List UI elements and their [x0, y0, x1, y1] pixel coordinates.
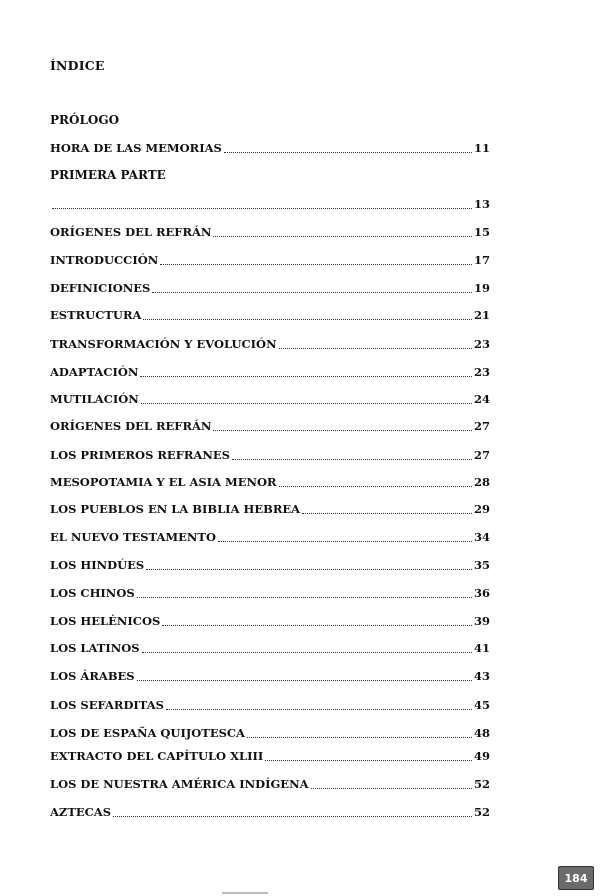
dot-leader [279, 485, 472, 487]
dot-leader [146, 568, 472, 570]
toc-entry [50, 280, 490, 296]
dot-leader [279, 347, 472, 349]
dot-leader [113, 815, 472, 817]
toc-entry-page: 11 [473, 141, 490, 155]
toc-entry-label: LOS PRIMEROS REFRANES [50, 448, 230, 462]
toc-entry-label: LOS SEFARDITAS [50, 698, 164, 712]
toc-entry-label: DEFINICIONES [50, 281, 151, 295]
dot-leader [247, 736, 472, 738]
toc-entry-page: 45 [473, 698, 490, 712]
toc-entry [50, 697, 490, 713]
toc-entry-label: MUTILACIÓN [50, 392, 139, 406]
toc-entry-page: 36 [473, 586, 490, 600]
dot-leader [137, 679, 472, 681]
dot-leader [213, 429, 472, 431]
dot-leader [143, 318, 472, 320]
toc-entry-label: ADAPTACIÓN [50, 365, 139, 379]
toc-entry-page: 48 [473, 726, 490, 740]
toc-entry-page: 24 [473, 392, 490, 406]
toc-entry-label: HORA DE LAS MEMORIAS [50, 141, 222, 155]
toc-entry [50, 613, 490, 629]
toc-entry [50, 474, 490, 490]
toc-entry-label: EL NUEVO TESTAMENTO [50, 530, 216, 544]
toc-entry [50, 391, 490, 407]
dot-leader [166, 708, 472, 710]
scan-mark [222, 892, 268, 894]
toc-entry-label: LOS HINDÚES [50, 558, 145, 572]
toc-entry [50, 557, 490, 573]
dot-leader [302, 512, 472, 514]
toc-entry [50, 668, 490, 684]
toc-entry [50, 748, 490, 764]
page-number-badge: 184 [558, 866, 594, 890]
toc-entry-label: LOS DE ESPAÑA QUIJOTESCA [50, 726, 245, 740]
toc-entry-label: LOS ÁRABES [50, 669, 135, 683]
dot-leader [152, 291, 472, 293]
toc-entry-page: 52 [473, 805, 490, 819]
toc-entry-page: 15 [473, 225, 490, 239]
toc-entry-label: INTRODUCCIÓN [50, 253, 159, 267]
toc-entry-label: EXTRACTO DEL CAPÍTULO XLIII [50, 749, 264, 763]
dot-leader [232, 458, 472, 460]
dot-leader [140, 375, 472, 377]
toc-entry-label: ORÍGENES DEL REFRÁN [50, 419, 212, 433]
toc-entry-page: 34 [473, 530, 490, 544]
part-heading: PRIMERA PARTE [50, 168, 166, 182]
dot-leader [265, 759, 472, 761]
dot-leader [52, 207, 472, 209]
toc-entry-label: LOS LATINOS [50, 641, 140, 655]
toc-entry [50, 776, 490, 792]
toc-entry [50, 447, 490, 463]
toc-entry [50, 640, 490, 656]
toc-entry [50, 364, 490, 380]
toc-entry-label: TRANSFORMACIÓN Y EVOLUCIÓN [50, 337, 277, 351]
toc-entry-page: 28 [473, 475, 490, 489]
toc-entry [50, 336, 490, 352]
toc-entry [50, 252, 490, 268]
toc-entry [50, 725, 490, 741]
toc-entry-label: LOS DE NUESTRA AMÉRICA INDÍGENA [50, 777, 309, 791]
toc-entry [50, 529, 490, 545]
page-title: ÍNDICE [50, 58, 105, 73]
toc-entry [50, 140, 490, 156]
toc-entry [50, 418, 490, 434]
toc-entry-label: MESOPOTAMIA Y EL ASIA MENOR [50, 475, 277, 489]
dot-leader [162, 624, 472, 626]
toc-entry-page: 13 [473, 197, 490, 211]
toc-entry-page: 52 [473, 777, 490, 791]
dot-leader [137, 596, 472, 598]
prologue-heading: PRÓLOGO [50, 113, 120, 127]
toc-entry-page: 23 [473, 365, 490, 379]
toc-entry-page: 19 [473, 281, 490, 295]
toc-entry-label: LOS CHINOS [50, 586, 135, 600]
toc-entry-label: LOS PUEBLOS EN LA BIBLIA HEBREA [50, 502, 301, 516]
toc-entry-page: 17 [473, 253, 490, 267]
toc-entry-page: 27 [473, 448, 490, 462]
dot-leader [160, 263, 472, 265]
toc-entry-page: 27 [473, 419, 490, 433]
dot-leader [218, 540, 472, 542]
toc-entry [50, 804, 490, 820]
toc-entry-page: 43 [473, 669, 490, 683]
toc-entry-label: ESTRUCTURA [50, 308, 142, 322]
toc-entry [50, 585, 490, 601]
dot-leader [141, 402, 472, 404]
toc-entry-page: 23 [473, 337, 490, 351]
toc-entry [50, 196, 490, 212]
toc-entry-page: 35 [473, 558, 490, 572]
dot-leader [311, 787, 472, 789]
toc-entry-page: 39 [473, 614, 490, 628]
toc-entry [50, 307, 490, 323]
toc-entry-page: 41 [473, 641, 490, 655]
dot-leader [213, 235, 472, 237]
toc-entry-page: 49 [473, 749, 490, 763]
toc-entry-label: ORÍGENES DEL REFRÁN [50, 225, 212, 239]
toc-entry-label: LOS HELÉNICOS [50, 614, 161, 628]
toc-entry [50, 224, 490, 240]
dot-leader [224, 151, 472, 153]
toc-entry [50, 501, 490, 517]
toc-entry-page: 21 [473, 308, 490, 322]
toc-entry-label: AZTECAS [50, 805, 112, 819]
toc-entry-page: 29 [473, 502, 490, 516]
dot-leader [142, 651, 472, 653]
